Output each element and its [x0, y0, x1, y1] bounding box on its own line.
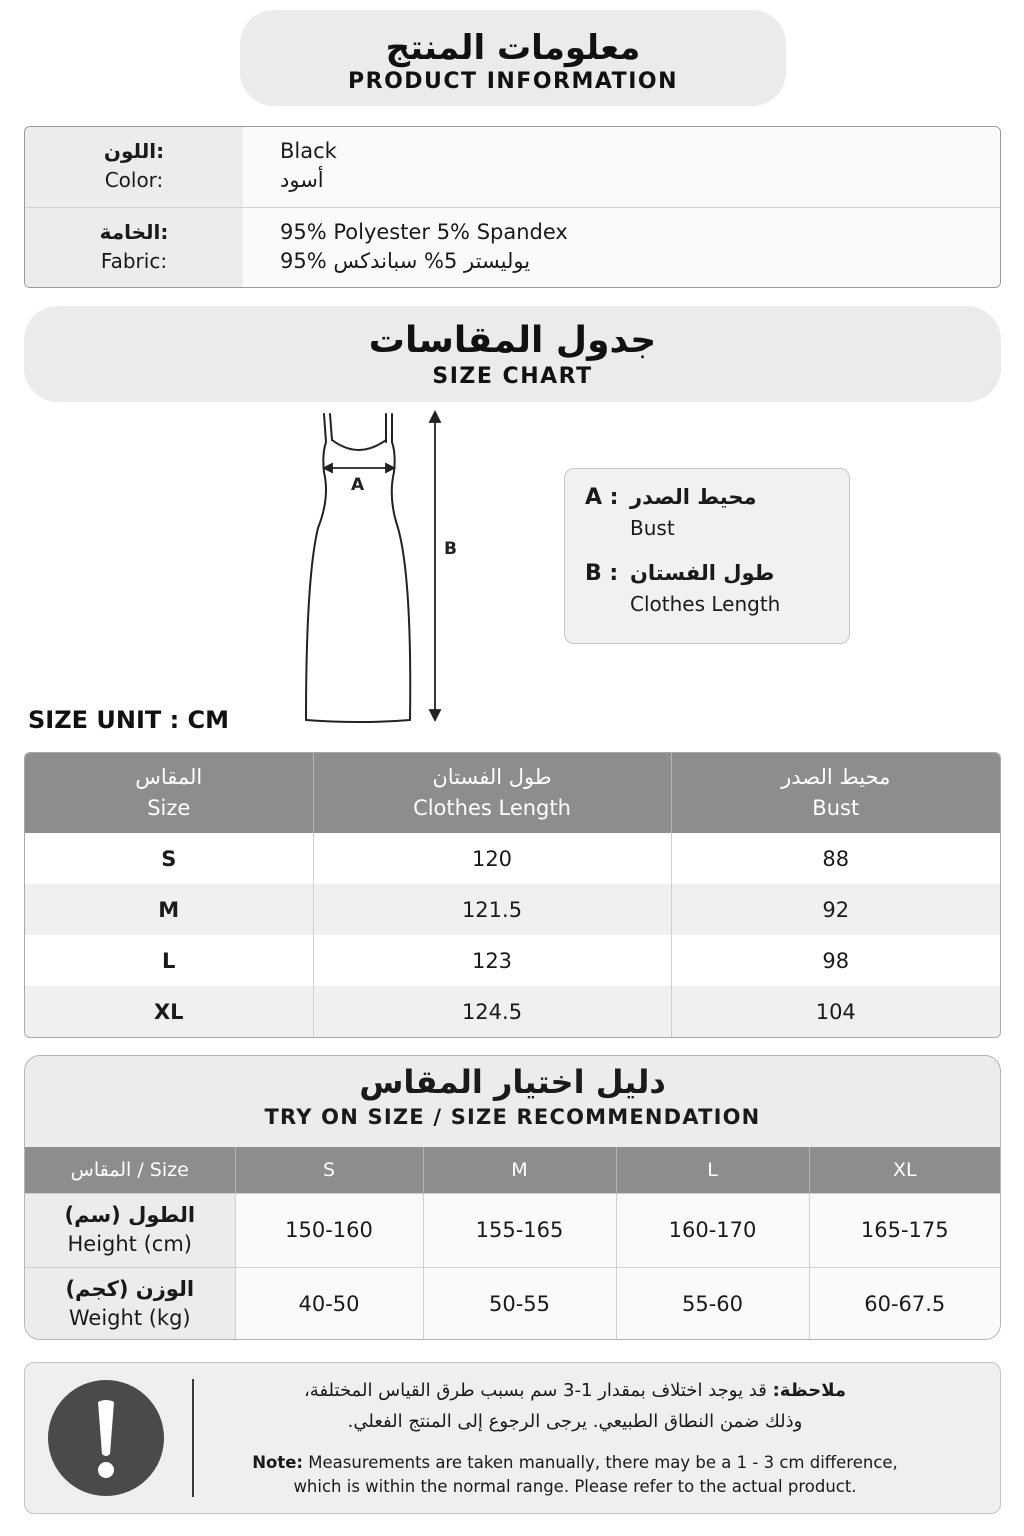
length-cell: 120 — [313, 833, 671, 884]
recommendation-table — [25, 1147, 1000, 1340]
exclamation-icon — [48, 1380, 164, 1496]
note-text-ar — [225, 1375, 925, 1437]
bust-cell: 104 — [671, 986, 1000, 1037]
table-row-height — [25, 1193, 1000, 1267]
dress-diagram — [290, 408, 470, 724]
header-bust — [671, 753, 1000, 833]
header-size-xl: XL — [809, 1147, 1000, 1193]
info-value — [243, 208, 1000, 288]
left-strap-inner — [330, 414, 332, 440]
legend-label-en: Bust — [630, 516, 675, 540]
product-info-table — [24, 126, 1001, 288]
height-label-en: Height (cm) — [67, 1232, 192, 1256]
info-label — [25, 127, 243, 207]
legend-label-ar: طول الفستان — [630, 561, 775, 585]
color-value-ar: أسود — [280, 168, 324, 192]
neckline — [332, 440, 386, 450]
info-label — [25, 208, 243, 288]
length-cell: 123 — [313, 935, 671, 986]
note-line2-en: which is within the normal range. Please refer to the actual product. — [293, 1477, 857, 1496]
fabric-label-en: Fabric: — [100, 249, 168, 273]
height-cell: 165-175 — [809, 1193, 1000, 1267]
header-en: Size — [147, 796, 191, 820]
row-label — [25, 1267, 235, 1340]
info-row-color — [25, 127, 1000, 207]
size-cell: XL — [25, 986, 313, 1037]
table-row-weight — [25, 1267, 1000, 1340]
weight-label-en: Weight (kg) — [68, 1306, 191, 1331]
row-label — [25, 1193, 235, 1267]
table-row — [25, 935, 1000, 986]
legend-letter: B : — [585, 561, 619, 586]
table-header-row — [25, 1147, 1000, 1193]
product-info-title-en: PRODUCT INFORMATION — [348, 69, 678, 94]
product-info-title-ar: معلومات المنتج — [385, 28, 641, 68]
note-lead-ar: ملاحظة: — [772, 1380, 847, 1401]
bust-cell: 88 — [671, 833, 1000, 884]
label-b: B — [444, 539, 457, 559]
size-chart-title-en: SIZE CHART — [432, 364, 593, 389]
table-row — [25, 833, 1000, 884]
legend-letter: A : — [585, 485, 619, 510]
header-size-l: L — [616, 1147, 809, 1193]
measurements-table — [24, 752, 1001, 1038]
info-row-fabric — [25, 207, 1000, 287]
note-divider — [192, 1379, 194, 1497]
label-a: A — [351, 475, 365, 495]
size-cell: M — [25, 884, 313, 935]
recommendation-title-en: TRY ON SIZE / SIZE RECOMMENDATION — [264, 1105, 761, 1129]
bust-cell: 92 — [671, 884, 1000, 935]
bust-arrow-left — [324, 464, 332, 472]
header-length — [313, 753, 671, 833]
height-cell: 155-165 — [423, 1193, 616, 1267]
bust-cell: 98 — [671, 935, 1000, 986]
fabric-label-ar: الخامة: — [99, 220, 169, 244]
height-cell: 150-160 — [235, 1193, 423, 1267]
table-row — [25, 884, 1000, 935]
color-label-en: Color: — [104, 168, 164, 192]
table-row — [25, 986, 1000, 1037]
weight-cell: 55-60 — [616, 1267, 809, 1340]
size-unit-label: SIZE UNIT : CM — [28, 706, 230, 734]
product-info-header — [240, 10, 786, 106]
note-lead-en: Note: — [252, 1453, 304, 1472]
header-size — [25, 753, 313, 833]
measurement-legend — [564, 468, 850, 644]
note-line1-ar: قد يوجد اختلاف بمقدار 1-3 سم بسبب طرق القياس المختلفة، — [303, 1380, 773, 1401]
header-size-label: المقاس / Size — [25, 1147, 235, 1193]
header-ar: محيط الصدر — [781, 765, 891, 789]
weight-label-ar: الوزن (كجم) — [65, 1277, 195, 1302]
header-ar: المقاس — [135, 765, 203, 789]
size-cell: L — [25, 935, 313, 986]
weight-cell: 50-55 — [423, 1267, 616, 1340]
info-value — [243, 127, 1000, 207]
note-line2-ar: وذلك ضمن النطاق الطبيعي. يرجى الرجوع إلى المنتج الفعلي. — [347, 1411, 803, 1432]
height-cell: 160-170 — [616, 1193, 809, 1267]
weight-cell: 40-50 — [235, 1267, 423, 1340]
table-header-row — [25, 753, 1000, 833]
note-text-en — [225, 1451, 925, 1499]
length-cell: 124.5 — [313, 986, 671, 1037]
bust-arrow-right — [386, 464, 394, 472]
header-size-s: S — [235, 1147, 423, 1193]
header-size-m: M — [423, 1147, 616, 1193]
color-value-en: Black — [280, 139, 337, 163]
size-chart-header — [24, 306, 1001, 402]
legend-label-ar: محيط الصدر — [630, 485, 757, 509]
dress-right-side — [392, 442, 411, 720]
fabric-value-ar: 95% يوليستر 5% سباندكس — [280, 249, 531, 273]
header-en: Clothes Length — [413, 796, 571, 820]
header-ar: طول الفستان — [432, 765, 552, 789]
dress-hem — [306, 720, 410, 722]
recommendation-title-ar: دليل اختيار المقاس — [359, 1063, 666, 1101]
length-arrow-top — [430, 412, 440, 422]
size-chart-title-ar: جدول المقاسات — [368, 320, 657, 361]
size-cell: S — [25, 833, 313, 884]
note-box — [24, 1362, 1001, 1514]
header-en: Bust — [812, 796, 860, 820]
fabric-value-en: 95% Polyester 5% Spandex — [280, 220, 568, 244]
legend-label-en: Clothes Length — [630, 592, 781, 616]
left-strap — [324, 414, 326, 442]
note-line1-en: Measurements are taken manually, there may be a 1 - 3 cm difference, — [303, 1453, 898, 1472]
size-recommendation — [24, 1055, 1001, 1340]
height-label-ar: الطول (سم) — [64, 1203, 196, 1227]
length-arrow-bottom — [430, 710, 440, 720]
length-cell: 121.5 — [313, 884, 671, 935]
color-label-ar: اللون: — [103, 139, 165, 163]
dress-left-side — [306, 442, 326, 720]
weight-cell: 60-67.5 — [809, 1267, 1000, 1340]
recommendation-header — [25, 1056, 1000, 1147]
